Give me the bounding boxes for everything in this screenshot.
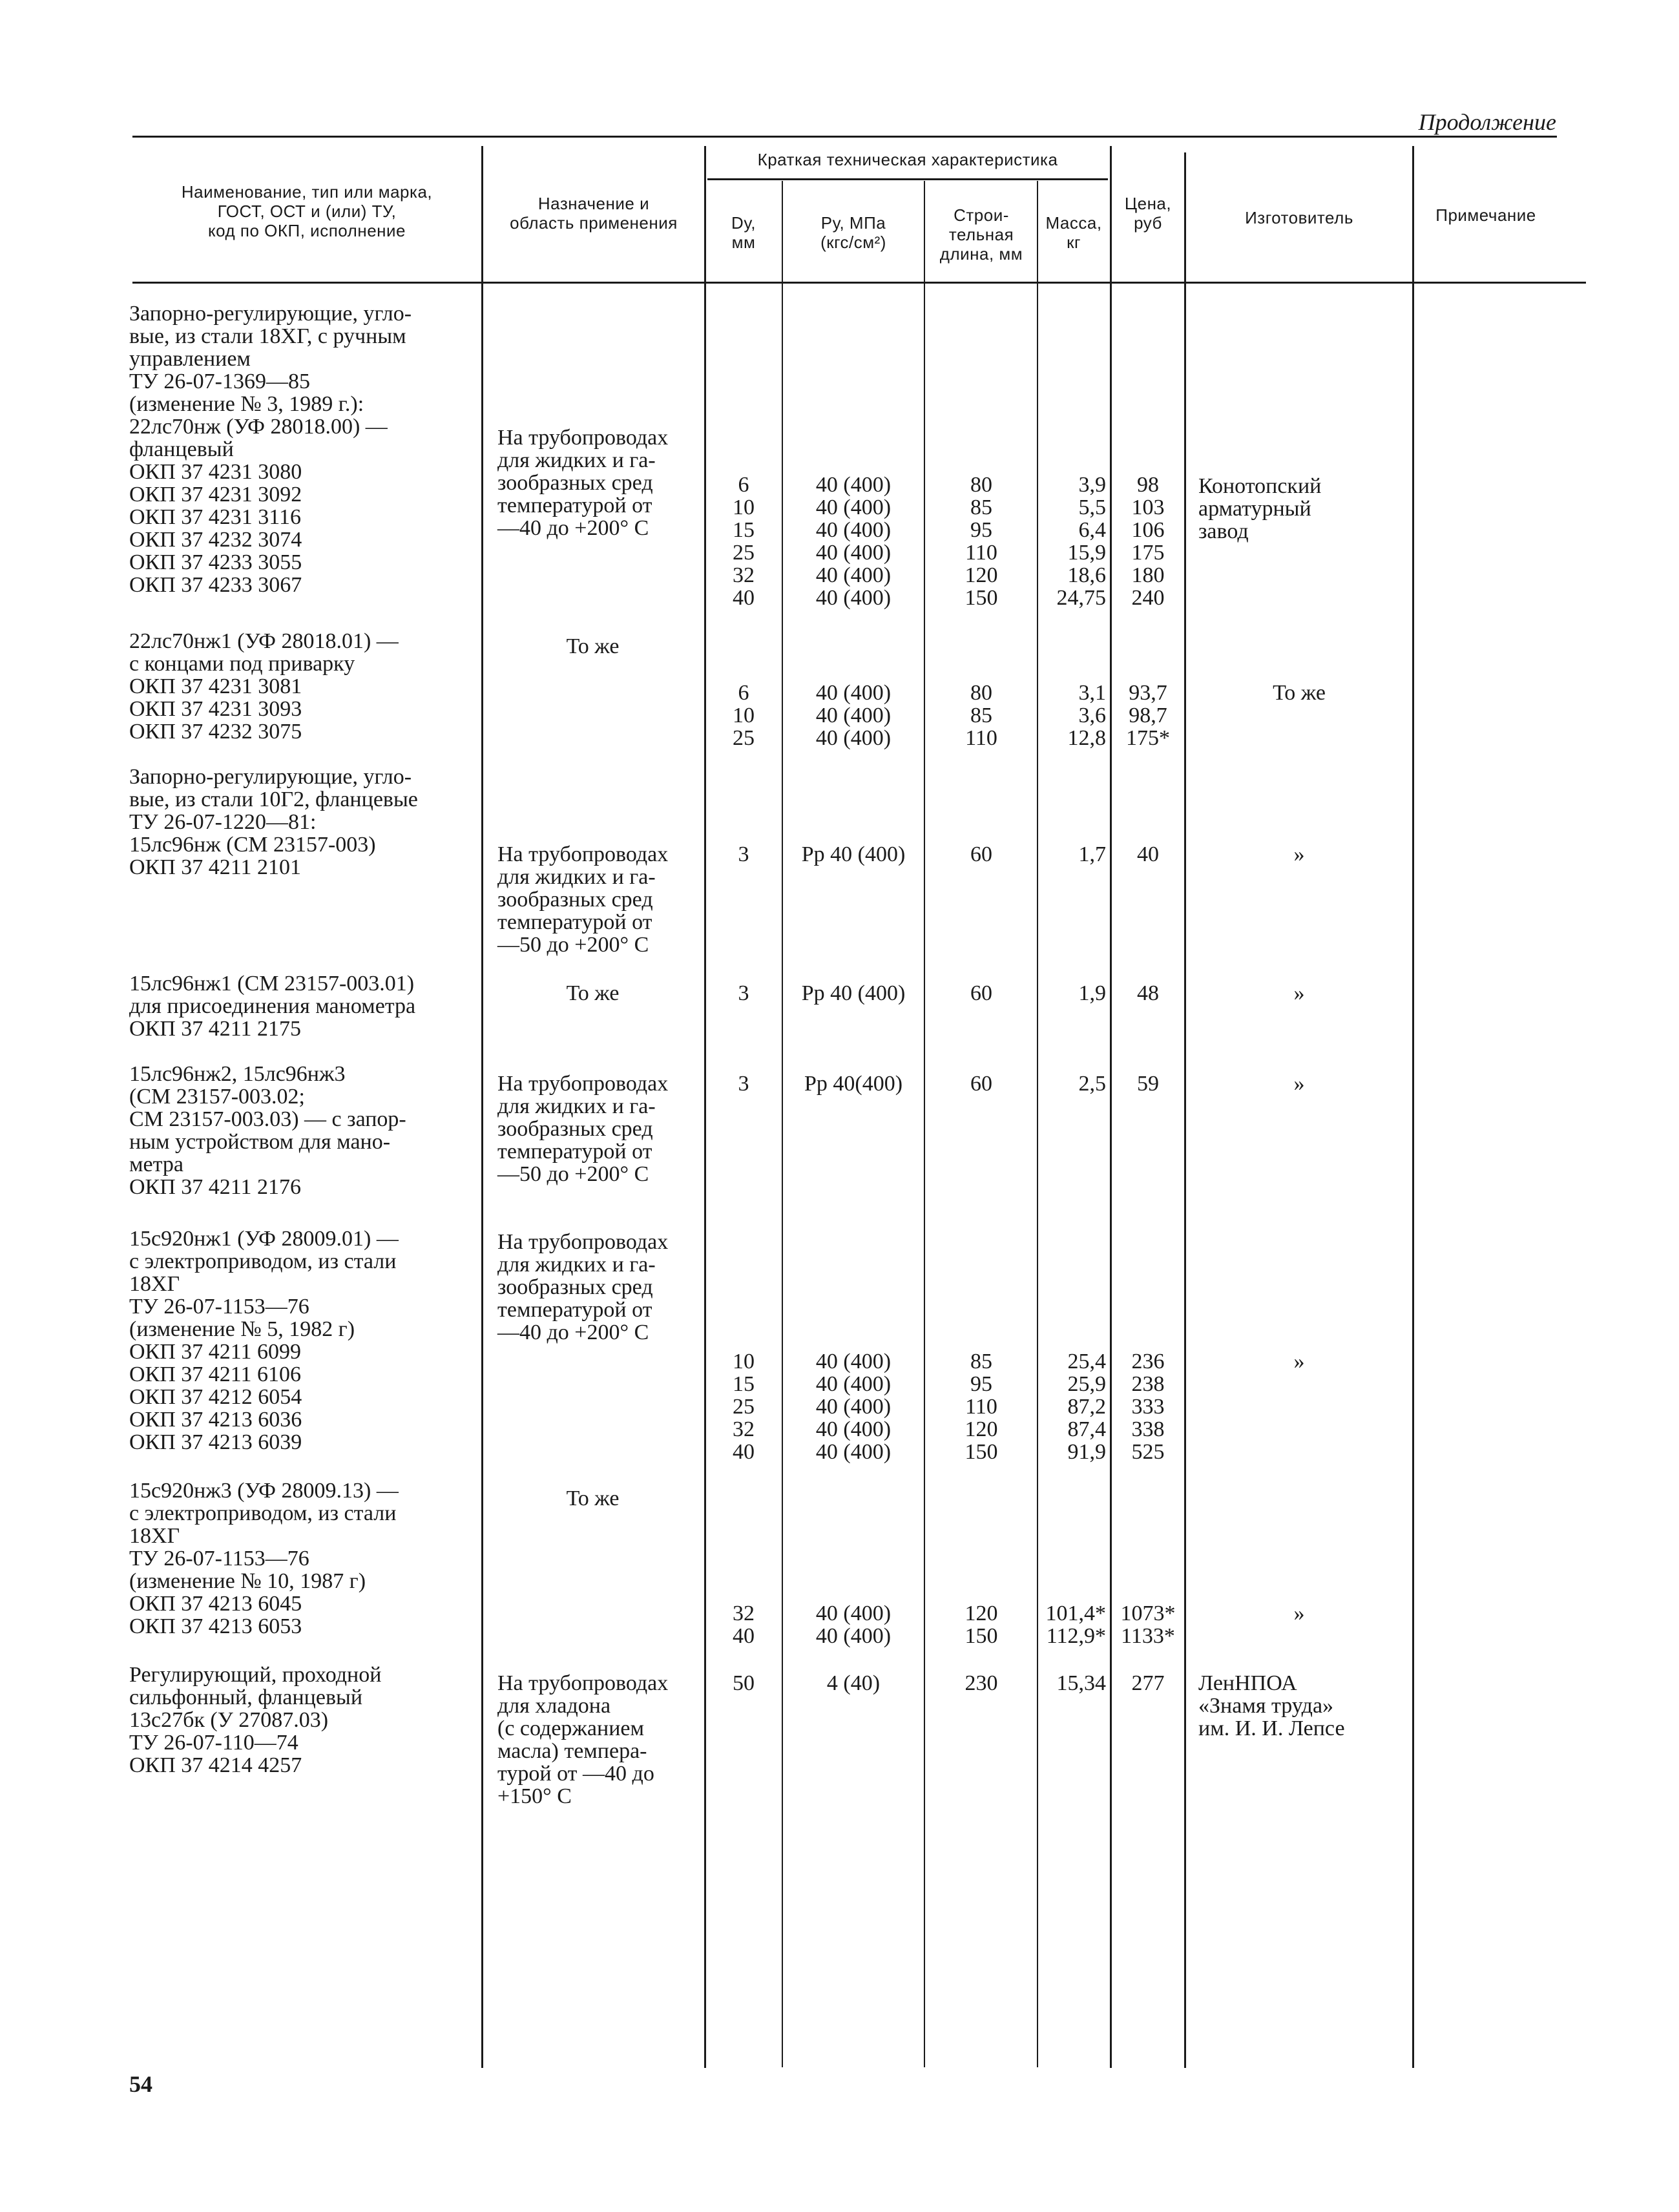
row-purpose: То же	[566, 1487, 620, 1510]
row-maker: »	[1293, 1602, 1305, 1625]
row-py: Pр 40(400)	[804, 1072, 903, 1096]
col-divider-8	[1412, 146, 1414, 2068]
row-py: 4 (40)	[826, 1671, 881, 1695]
row-mass: 25,4 25,9 87,2 87,4 91,9	[1067, 1350, 1106, 1464]
row-name: Запорно-регулирующие, угло- вые, из стали 18ХГ, с ручным управлением ТУ 26-07-1369—85 (изменение № 3, 1989 г.): 22лс70нж (УФ 28018.00) — фланцевый ОКП 37 4231 3080 ОКП 37 4231 3092 ОКП 37 4231 3116 ОКП 37 4232 3074 ОКП 37 4233 3055 ОКП 37 4233 3067	[129, 302, 412, 597]
row-maker: »	[1293, 842, 1305, 866]
col-divider-2	[704, 146, 706, 2068]
row-py: 40 (400) 40 (400) 40 (400) 40 (400) 40 (400)	[815, 1350, 892, 1464]
row-dy: 3	[738, 842, 749, 866]
row-dy: 3	[738, 1072, 749, 1096]
row-py: 40 (400) 40 (400) 40 (400)	[815, 681, 892, 750]
row-mass: 3,9 5,5 6,4 15,9 18,6 24,75	[1056, 473, 1106, 610]
row-dy: 32 40	[733, 1602, 755, 1648]
row-maker: »	[1293, 981, 1305, 1005]
row-price: 40	[1137, 842, 1159, 866]
row-price: 1073* 1133*	[1120, 1602, 1176, 1648]
continuation-label: Продолжение	[1418, 109, 1556, 135]
row-maker: ЛенНПОА «Знамя труда» им. И. И. Лепсе	[1198, 1671, 1345, 1740]
header-note: Примечание	[1435, 205, 1536, 225]
row-mass: 15,34	[1056, 1671, 1106, 1695]
row-name: 15лс96нж1 (СМ 23157-003.01) для присоединения манометра ОКП 37 4211 2175	[129, 972, 416, 1041]
row-purpose: То же	[566, 981, 620, 1005]
row-dy: 3	[738, 981, 749, 1005]
col-divider-5	[1037, 181, 1038, 2067]
row-price: 48	[1137, 981, 1159, 1005]
row-mass: 2,5	[1078, 1072, 1106, 1096]
header-purpose: Назначение и область применения	[510, 194, 678, 233]
row-length: 60	[970, 842, 992, 866]
row-mass: 1,9	[1078, 981, 1106, 1005]
row-length: 60	[970, 981, 992, 1005]
header-py: Pу, МПа (кгс/см²)	[820, 213, 886, 252]
col-divider-6	[1110, 146, 1112, 2068]
group-header-rule	[707, 178, 1108, 180]
page-number: 54	[129, 2071, 152, 2097]
row-py: Pр 40 (400)	[801, 981, 906, 1005]
col-divider-7	[1184, 152, 1186, 2068]
row-purpose: На трубопроводах для хладона (с содержанием масла) темпера- турой от —40 до +150° С	[497, 1671, 669, 1808]
row-mass: 101,4* 112,9*	[1045, 1602, 1106, 1648]
header-name: Наименование, тип или марка, ГОСТ, ОСТ и (или) ТУ, код по ОКП, исполнение	[181, 182, 433, 240]
row-length: 80 85 110	[965, 681, 997, 750]
row-purpose: На трубопроводах для жидких и га- зообразных сред температурой от —50 до +200° С	[497, 842, 669, 957]
row-purpose: На трубопроводах для жидких и га- зообразных сред температурой от —40 до +200° С	[497, 1230, 669, 1344]
row-length: 230	[965, 1671, 998, 1695]
header-length: Строи- тельная длина, мм	[939, 205, 1023, 264]
row-purpose: То же	[566, 634, 620, 658]
row-length: 80 85 95 110 120 150	[965, 473, 998, 610]
row-dy: 10 15 25 32 40	[733, 1350, 755, 1464]
row-name: 22лс70нж1 (УФ 28018.01) — с концами под приварку ОКП 37 4231 3081 ОКП 37 4231 3093 ОКП 37 4232 3075	[129, 629, 399, 744]
row-mass: 3,1 3,6 12,8	[1067, 681, 1106, 750]
header-group-title: Краткая техническая характеристика	[757, 150, 1058, 169]
row-mass: 1,7	[1078, 842, 1106, 866]
header-dy: Dу, мм	[731, 213, 756, 252]
row-name: Регулирующий, проходной сильфонный, фланцевый 13с27бк (У 27087.03) ТУ 26-07-110—74 ОКП 37 4214 4257	[129, 1663, 382, 1777]
row-py: 40 (400) 40 (400) 40 (400) 40 (400) 40 (400) 40 (400)	[815, 473, 892, 610]
row-price: 277	[1131, 1671, 1165, 1695]
header-mass: Масса, кг	[1045, 213, 1102, 252]
row-purpose: На трубопроводах для жидких и га- зообразных сред температурой от —50 до +200° С	[497, 1072, 669, 1186]
row-maker: То же	[1273, 681, 1326, 705]
row-price: 59	[1137, 1072, 1159, 1096]
row-price: 236 238 333 338 525	[1131, 1350, 1165, 1464]
row-length: 85 95 110 120 150	[965, 1350, 998, 1464]
row-py: 40 (400) 40 (400)	[815, 1602, 892, 1648]
row-maker: »	[1293, 1350, 1305, 1373]
row-purpose: На трубопроводах для жидких и га- зообразных сред температурой от —40 до +200° С	[497, 426, 669, 540]
table-top-rule	[132, 136, 1557, 138]
header-bottom-rule	[132, 282, 1586, 284]
header-price: Цена, руб	[1124, 194, 1172, 233]
row-dy: 50	[733, 1671, 755, 1695]
row-name: Запорно-регулирующие, угло- вые, из стали 10Г2, фланцевые ТУ 26-07-1220—81: 15лс96нж (СМ 23157-003) ОКП 37 4211 2101	[129, 765, 418, 879]
col-divider-3	[782, 181, 783, 2067]
col-divider-1	[481, 146, 483, 2068]
row-name: 15с920нж3 (УФ 28009.13) — с электроприводом, из стали 18ХГ ТУ 26-07-1153—76 (изменение № 10, 1987 г) ОКП 37 4213 6045 ОКП 37 4213 6053	[129, 1479, 399, 1638]
row-dy: 6 10 25	[733, 681, 755, 750]
row-price: 98 103 106 175 180 240	[1131, 473, 1165, 610]
row-py: Pр 40 (400)	[801, 842, 906, 866]
row-maker: »	[1293, 1072, 1305, 1096]
row-dy: 6 10 15 25 32 40	[733, 473, 755, 610]
row-name: 15с920нж1 (УФ 28009.01) — с электроприводом, из стали 18ХГ ТУ 26-07-1153—76 (изменение № 5, 1982 г) ОКП 37 4211 6099 ОКП 37 4211 6106 ОКП 37 4212 6054 ОКП 37 4213 6036 ОКП 37 4213 6039	[129, 1227, 399, 1454]
row-price: 93,7 98,7 175*	[1126, 681, 1170, 750]
row-maker: Конотопский арматурный завод	[1198, 474, 1322, 543]
row-length: 60	[970, 1072, 992, 1096]
row-name: 15лс96нж2, 15лс96нж3 (СМ 23157-003.02; СМ 23157-003.03) — с запор- ным устройством для мано- метра ОКП 37 4211 2176	[129, 1062, 406, 1199]
col-divider-4	[924, 181, 925, 2067]
header-maker: Изготовитель	[1245, 208, 1353, 227]
row-length: 120 150	[965, 1602, 998, 1648]
